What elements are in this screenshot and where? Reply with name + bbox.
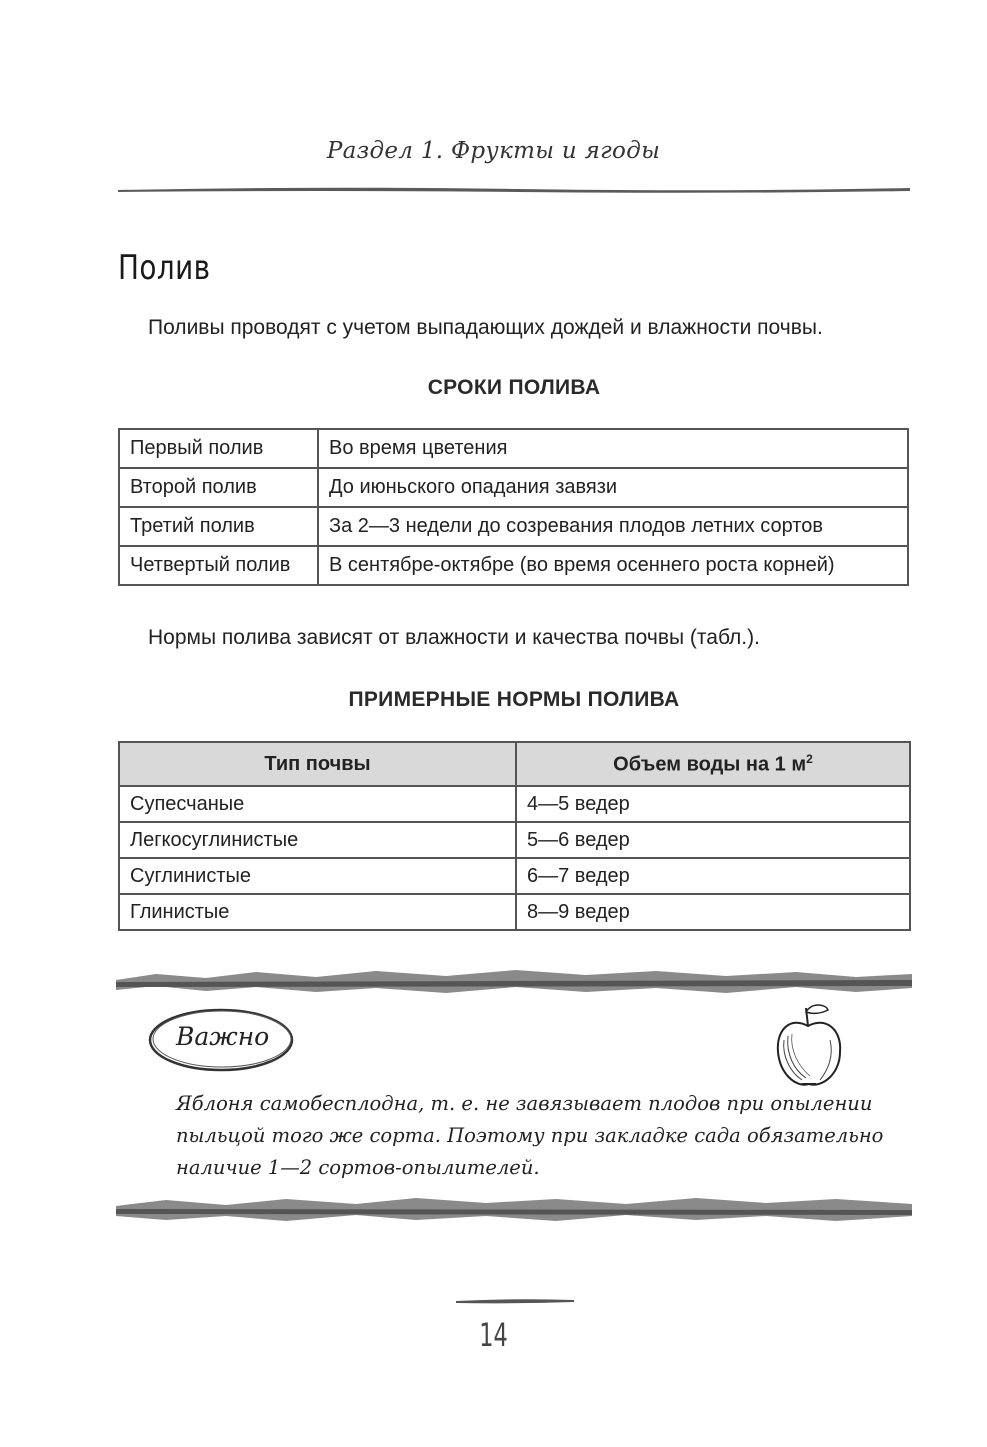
- table-cell: Четвертый полив: [119, 546, 318, 585]
- table-cell: Третий полив: [119, 507, 318, 546]
- table-cell: Во время цветения: [318, 429, 908, 468]
- table-cell: В сентябре-октябре (во время осеннего роста корней): [318, 546, 908, 585]
- table-cell: 6—7 ведер: [516, 858, 910, 894]
- table-cell: 5—6 ведер: [516, 822, 910, 858]
- header-rule: [118, 182, 910, 196]
- column-header-soil: Тип почвы: [119, 742, 516, 786]
- table-cell: Суглинистые: [119, 858, 516, 894]
- section-title: Полив: [118, 248, 211, 288]
- table-row: [119, 822, 910, 858]
- table-row: [119, 468, 908, 507]
- watering-schedule-table: [118, 428, 909, 586]
- important-label: Важно: [176, 1022, 270, 1051]
- page-number: 14: [479, 1316, 508, 1354]
- running-header: Раздел 1. Фрукты и ягоды: [326, 138, 661, 164]
- rough-border-top: [116, 966, 912, 996]
- watering-norms-table: [118, 741, 911, 931]
- schedule-table-title: СРОКИ ПОЛИВА: [427, 376, 601, 399]
- table-row: [119, 858, 910, 894]
- footer-rule: [456, 1297, 574, 1305]
- table-row: [119, 507, 908, 546]
- table-header-row: [119, 742, 910, 786]
- table-row: [119, 546, 908, 585]
- table-row: [119, 786, 910, 822]
- intro-paragraph: Поливы проводят с учетом выпадающих дождей и влажности почвы.: [148, 316, 823, 339]
- important-text: Яблоня самобесплодна, т. е. не завязывает плодов при опылении пыльцой того же сорта. Поэтому при закладке сада обязательно наличие 1—2 сортов-опылителей.: [176, 1092, 884, 1179]
- rough-border-bottom: [116, 1194, 912, 1224]
- norms-paragraph: Нормы полива зависят от влажности и качества почвы (табл.).: [148, 626, 760, 649]
- table-cell: За 2—3 недели до созревания плодов летних сортов: [318, 507, 908, 546]
- norms-table-title: ПРИМЕРНЫЕ НОРМЫ ПОЛИВА: [348, 688, 680, 711]
- superscript: 2: [806, 751, 813, 766]
- table-cell: Глинистые: [119, 894, 516, 930]
- table-cell: 8—9 ведер: [516, 894, 910, 930]
- apple-icon: [772, 1000, 846, 1092]
- table-cell: До июньского опадания завязи: [318, 468, 908, 507]
- table-cell: 4—5 ведер: [516, 786, 910, 822]
- column-header-volume: [516, 742, 910, 786]
- table-cell: Легкосуглинистые: [119, 822, 516, 858]
- table-cell: Первый полив: [119, 429, 318, 468]
- table-row: [119, 429, 908, 468]
- column-header-volume-text: Объем воды на 1 м: [613, 753, 807, 776]
- table-row: [119, 894, 910, 930]
- table-cell: Супесчаные: [119, 786, 516, 822]
- table-cell: Второй полив: [119, 468, 318, 507]
